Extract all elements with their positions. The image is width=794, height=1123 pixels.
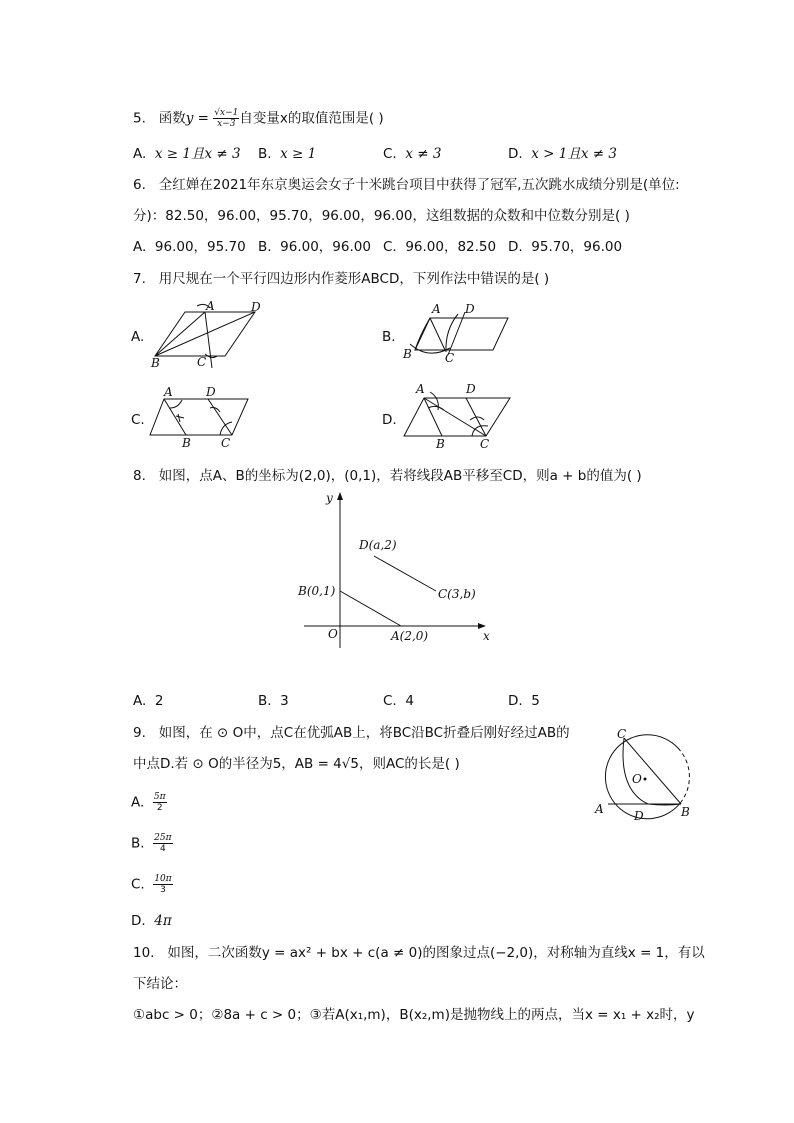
fraction-num: 25π xyxy=(154,833,172,843)
q9-option-c[interactable] xyxy=(131,874,173,895)
y-axis-label: y xyxy=(326,491,333,505)
option-text: 5 xyxy=(531,693,540,709)
option-label: D. xyxy=(131,913,146,929)
q5-option-b[interactable] xyxy=(258,145,316,163)
q10-text-1: 如图，二次函数y = ax² + bx + c(a ≠ 0)的图象过点(−2,0)，对称轴为直线x = 1，有以 xyxy=(167,945,705,961)
q6-option-c[interactable] xyxy=(383,238,496,256)
q8-coordinate-graph xyxy=(290,488,500,658)
q7-figure-a xyxy=(150,298,270,368)
q5-stem xyxy=(133,108,384,129)
option-fraction xyxy=(153,792,167,813)
q7d-label-b: B xyxy=(436,437,445,451)
q7-stem xyxy=(133,270,549,288)
q8-option-a[interactable] xyxy=(133,692,163,710)
chord-bc xyxy=(624,738,681,804)
q7d-label-a: A xyxy=(416,382,425,396)
option-label: A. xyxy=(133,146,147,162)
q7b-label-c: C xyxy=(445,351,455,365)
q5-number: 5. xyxy=(133,110,146,127)
q9-circle-figure xyxy=(590,724,700,824)
option-text: 96.00，82.50 xyxy=(405,239,497,255)
q7-figure-d xyxy=(400,380,520,452)
option-label: B. xyxy=(258,239,272,255)
option-label: C. xyxy=(131,876,145,893)
option-text: x > 1且x ≠ 3 xyxy=(531,146,617,162)
q5-formula-lhs: y = xyxy=(185,110,209,127)
q5-stem-suffix: 自变量x的取值范围是( ) xyxy=(239,110,384,127)
point-c-label: C(3,b) xyxy=(438,587,476,601)
q6-option-a[interactable] xyxy=(133,238,246,256)
q7b-label-b: B xyxy=(403,347,412,361)
q6-stem-line2: 分)：82.50，96.00，95.70，96.00，96.00，这组数据的众数和中位数分别是( ) xyxy=(133,208,630,224)
option-text: 96.00，95.70 xyxy=(154,239,246,255)
q8-option-b[interactable] xyxy=(258,692,289,710)
segment-ab xyxy=(340,591,401,626)
q8-number: 8. xyxy=(133,468,146,484)
segment-cd xyxy=(374,556,436,591)
q9-label-d: D xyxy=(634,809,644,823)
option-label: B. xyxy=(131,835,145,852)
fraction-num: 5π xyxy=(153,792,166,802)
option-label: B. xyxy=(258,693,272,709)
option-text: x ≥ 1且x ≠ 3 xyxy=(154,146,241,162)
q6-option-b[interactable] xyxy=(258,238,371,256)
option-label: D. xyxy=(508,239,523,255)
q5-option-a[interactable] xyxy=(133,145,241,163)
q8-option-d[interactable] xyxy=(508,692,540,710)
q6-text-1: 全红婵在2021年东京奥运会女子十米跳台项目中获得了冠军,五次跳水成绩分别是(单位: xyxy=(158,177,680,193)
option-text: 2 xyxy=(154,693,164,709)
q5-fraction-num: √x−1 xyxy=(214,108,239,118)
q7-option-d[interactable]: D. xyxy=(382,412,397,428)
q7b-label-d: D xyxy=(465,302,475,316)
q8-option-c[interactable] xyxy=(383,692,414,710)
q5-fraction xyxy=(213,108,239,129)
option-label: A. xyxy=(133,239,147,255)
q9-text-1: 如图，在 ⊙ O中，点C在优弧AB上，将BC沿BC折叠后刚好经过AB的 xyxy=(158,725,570,741)
q7c-label-c: C xyxy=(221,436,231,450)
q5-fraction-den: x−3 xyxy=(217,119,236,129)
q7a-label-a: A xyxy=(206,299,215,313)
q7a-label-b: B xyxy=(151,356,160,370)
q8-text: 如图，点A、B的坐标为(2,0)，(0,1)，若将线段AB平移至CD，则a + b的值为( ) xyxy=(158,468,642,484)
option-label: A. xyxy=(133,693,147,709)
q7-figure-b xyxy=(400,300,520,370)
option-fraction xyxy=(153,833,172,854)
option-text: 3 xyxy=(280,693,289,709)
x-axis-label: x xyxy=(483,629,490,643)
q7-number: 7. xyxy=(133,271,146,287)
q7a-label-d: D xyxy=(251,300,261,314)
q9-option-a[interactable] xyxy=(131,792,167,813)
point-a-label: A(2,0) xyxy=(391,629,429,643)
fraction-num: 10π xyxy=(154,874,172,884)
q10-stem-line2: 下结论： xyxy=(133,976,187,992)
point-d-label: D(a,2) xyxy=(359,538,397,552)
q7-figure-c xyxy=(148,384,258,452)
q7-option-c[interactable]: C. xyxy=(131,412,145,428)
option-label: B. xyxy=(258,146,272,162)
q7a-label-c: C xyxy=(197,355,207,369)
option-fraction xyxy=(153,874,172,895)
option-label: A. xyxy=(131,794,145,811)
center-dot xyxy=(644,778,647,781)
q7d-label-c: C xyxy=(480,437,490,451)
q9-label-o: O xyxy=(632,772,642,786)
circle-o xyxy=(605,735,681,819)
q10-number: 10. xyxy=(133,945,155,961)
option-label: C. xyxy=(383,239,397,255)
q7-option-b[interactable]: B. xyxy=(382,329,396,345)
option-label: C. xyxy=(383,146,397,162)
point-b-label: B(0,1) xyxy=(298,584,336,598)
option-label: C. xyxy=(383,693,397,709)
q7b-label-a: A xyxy=(432,302,441,316)
q7c-label-a: A xyxy=(164,385,173,399)
q8-stem xyxy=(133,467,642,485)
q9-option-d[interactable] xyxy=(131,912,172,930)
option-text: 95.70，96.00 xyxy=(531,239,623,255)
q9-label-c: C xyxy=(617,727,627,741)
option-text: 96.00，96.00 xyxy=(280,239,371,255)
q9-label-b: B xyxy=(681,805,690,819)
option-label: D. xyxy=(508,146,523,162)
option-label: D. xyxy=(508,693,523,709)
option-text: 4π xyxy=(154,913,172,929)
q10-stem-line1 xyxy=(133,944,705,962)
fraction-den: 4 xyxy=(159,844,166,854)
q5-option-c[interactable] xyxy=(383,145,441,163)
q7c-label-b: B xyxy=(182,436,191,450)
y-axis-arrow-icon xyxy=(337,492,343,500)
q9-stem-line1 xyxy=(133,724,570,742)
option-text: 4 xyxy=(405,693,414,709)
option-text: x ≠ 3 xyxy=(405,146,442,162)
q9-stem-line2: 中点D.若 ⊙ O的半径为5，AB = 4√5，则AC的长是( ) xyxy=(133,756,460,772)
q7d-label-d: D xyxy=(466,382,476,396)
fraction-den: 2 xyxy=(156,803,163,813)
q7c-label-d: D xyxy=(206,385,216,399)
dashed-arc xyxy=(678,748,689,802)
q6-option-d[interactable] xyxy=(508,238,622,256)
q7-text: 用尺规在一个平行四边形内作菱形ABCD，下列作法中错误的是( ) xyxy=(158,271,550,287)
fraction-den: 3 xyxy=(160,885,166,895)
q5-stem-prefix: 函数 xyxy=(158,110,186,127)
q9-option-b[interactable] xyxy=(131,833,173,854)
q7-option-a[interactable]: A. xyxy=(131,329,145,345)
q10-stem-line3: ①abc > 0；②8a + c > 0；③若A(x₁,m)，B(x₂,m)是抛物线上的两点，当x = x₁ + x₂时，y xyxy=(133,1007,695,1023)
q9-label-a: A xyxy=(595,802,604,816)
q6-number: 6. xyxy=(133,177,146,193)
origin-label: O xyxy=(328,627,338,641)
q5-option-d[interactable] xyxy=(508,145,617,163)
q9-number: 9. xyxy=(133,725,146,741)
option-text: x ≥ 1 xyxy=(280,146,317,162)
q6-stem-line1 xyxy=(133,176,680,194)
